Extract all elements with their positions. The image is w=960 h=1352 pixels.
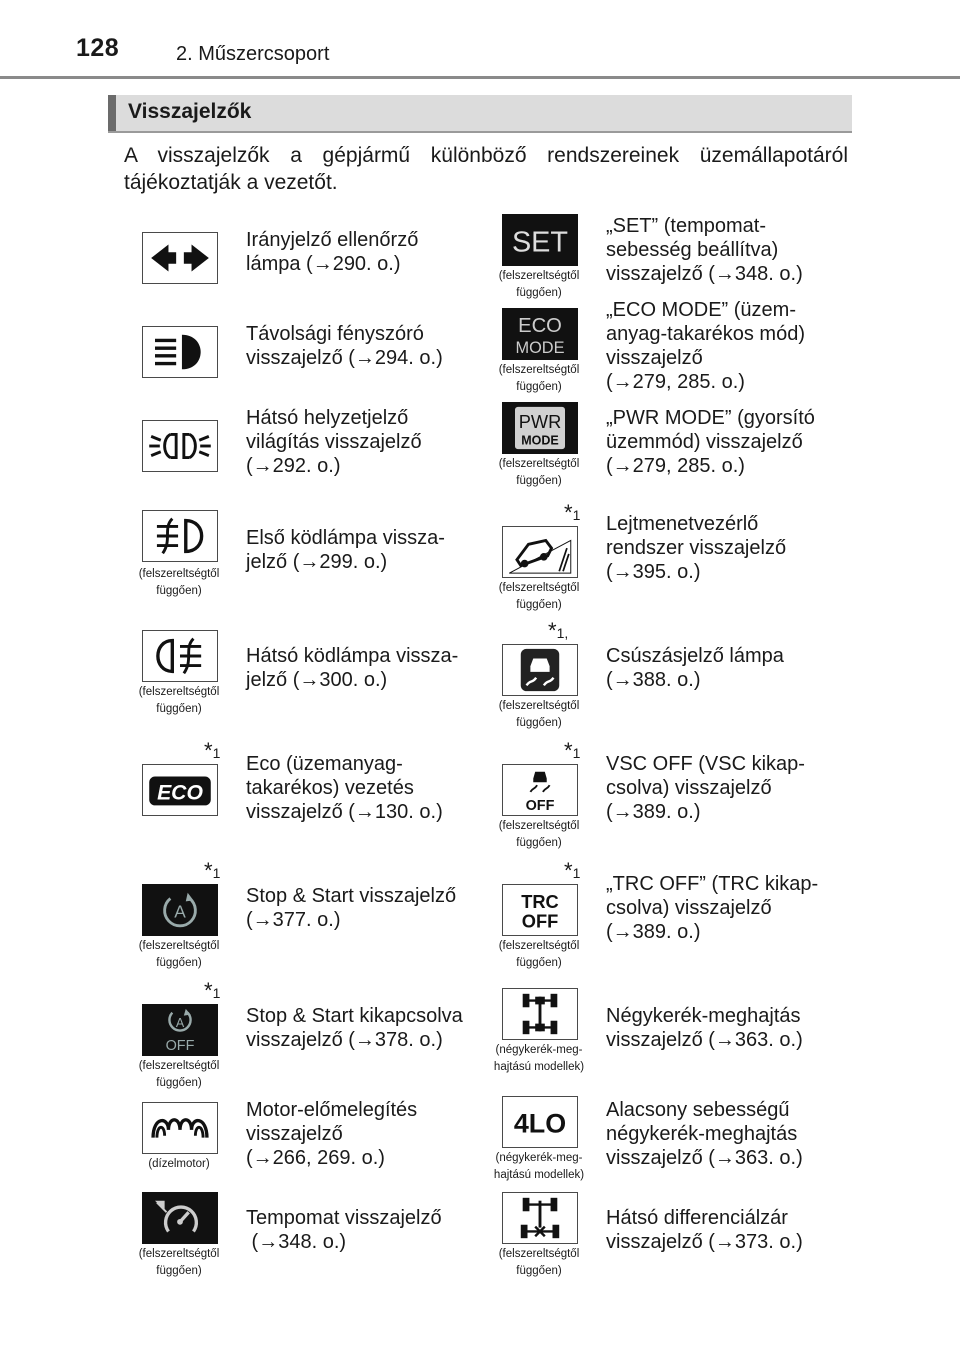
indicator-description: „TRC OFF” (TRC kikap- csolva) visszajelző (→389. o.) — [606, 873, 819, 943]
section-title: Visszajelzők — [128, 100, 252, 123]
pwr-mode-icon — [502, 402, 578, 454]
rear-fog-icon — [142, 630, 218, 682]
footnote-marker: *1 — [564, 500, 581, 525]
availability-note: (felszereltségtől függően) — [498, 700, 580, 729]
indicator-description: Alacsony sebességű négykerék-meghajtás visszajelző (→363. o.) — [606, 1099, 803, 1169]
svg-text:4LO: 4LO — [513, 1108, 567, 1139]
svg-text:OFF: OFF — [165, 1038, 195, 1055]
svg-text:ECO: ECO — [157, 781, 203, 805]
indicator-description: Távolsági fényszóró visszajelző (→294. o.) — [246, 323, 443, 369]
turn-signal-arrows-icon — [142, 232, 218, 284]
tail-light-icon — [142, 420, 218, 472]
intro-paragraph: A visszajelzők a gépjármű különböző rendszereinek üzemállapotáról tájékoztatják a vezetőt. — [124, 144, 848, 194]
footnote-marker: *1 — [564, 858, 581, 883]
trc-off-icon — [502, 884, 578, 936]
indicator-description: Négykerék-meghajtás visszajelző (→363. o.) — [606, 1005, 803, 1051]
indicator-description: Lejtmenetvezérlő rendszer visszajelző (→395. o.) — [606, 513, 787, 583]
section-heading — [108, 95, 852, 131]
svg-text:TRC: TRC — [521, 891, 559, 913]
indicator-description: Motor-előmelegítés visszajelző (→266, 269. o.) — [246, 1099, 418, 1169]
availability-note: (felszereltségtől függően) — [138, 568, 220, 597]
availability-note: (felszereltségtől függően) — [498, 820, 580, 849]
availability-note: (felszereltségtől függően) — [138, 1248, 220, 1277]
cruise-control-icon — [142, 1192, 218, 1244]
svg-text:MODE: MODE — [515, 339, 565, 358]
stop-start-icon — [142, 884, 218, 936]
indicator-description: Csúszásjelző lámpa (→388. o.) — [606, 645, 784, 691]
footnote-marker: *1 — [204, 738, 221, 763]
availability-note: (felszereltségtől függően) — [498, 1248, 580, 1277]
availability-note: (felszereltségtől függően) — [138, 686, 220, 715]
availability-note: (dízelmotor) — [148, 1158, 210, 1170]
chapter-title: 2. Műszercsoport — [176, 43, 330, 65]
availability-note: (négykerék-meg-hajtású modellek) — [493, 1044, 585, 1073]
indicator-description: Stop & Start visszajelző (→377. o.) — [246, 885, 457, 931]
availability-note: (felszereltségtől függően) — [138, 940, 220, 969]
eco-mode-icon — [502, 308, 578, 360]
svg-text:OFF: OFF — [521, 910, 559, 932]
header-rule — [0, 76, 960, 79]
indicator-description: „PWR MODE” (gyorsító üzemmód) visszajelző (→279, 285. o.) — [606, 407, 815, 477]
footnote-marker: *1 — [564, 738, 581, 763]
4wd-icon — [502, 988, 578, 1040]
availability-note: (felszereltségtől függően) — [498, 458, 580, 487]
indicator-description: Első ködlámpa vissza- jelző (→299. o.) — [246, 527, 445, 573]
page-header — [0, 0, 960, 80]
set-icon — [502, 214, 578, 266]
indicator-description: Hátsó differenciálzár visszajelző (→373. o.) — [606, 1207, 803, 1253]
indicator-description: „SET” (tempomat- sebesség beállítva) visszajelző (→348. o.) — [606, 215, 803, 285]
availability-note: (négykerék-meg-hajtású modellek) — [493, 1152, 585, 1181]
indicator-description: Hátsó helyzetjelző világítás visszajelző (→292. o.) — [246, 407, 422, 477]
footnote-marker: *1, — [548, 618, 569, 643]
eco-icon — [142, 764, 218, 816]
page-number: 128 — [76, 34, 120, 62]
availability-note: (felszereltségtől függően) — [498, 270, 580, 299]
svg-text:SET: SET — [511, 226, 569, 259]
stop-start-off-icon — [142, 1004, 218, 1056]
4lo-icon — [502, 1096, 578, 1148]
svg-text:MODE: MODE — [521, 433, 559, 448]
downhill-assist-icon — [502, 526, 578, 578]
glow-plug-icon — [142, 1102, 218, 1154]
section-underline — [108, 131, 852, 133]
indicator-description: Irányjelző ellenőrző lámpa (→290. o.) — [246, 229, 419, 275]
availability-note: (felszereltségtől függően) — [498, 940, 580, 969]
indicator-description: VSC OFF (VSC kikap- csolva) visszajelző (→389. o.) — [606, 753, 805, 823]
svg-text:A: A — [175, 1016, 185, 1031]
indicator-description: Hátsó ködlámpa vissza- jelző (→300. o.) — [246, 645, 459, 691]
availability-note: (felszereltségtől függően) — [498, 582, 580, 611]
svg-text:PWR: PWR — [518, 411, 562, 432]
indicator-description: „ECO MODE” (üzem- anyag-takarékos mód) visszajelző (→279, 285. o.) — [606, 299, 805, 393]
footnote-marker: *1 — [204, 978, 221, 1003]
svg-text:A: A — [174, 901, 186, 922]
footnote-marker: *1 — [204, 858, 221, 883]
availability-note: (felszereltségtől függően) — [138, 1060, 220, 1089]
availability-note: (felszereltségtől függően) — [498, 364, 580, 393]
indicator-description: Eco (üzemanyag- takarékos) vezetés visszajelző (→130. o.) — [246, 753, 443, 823]
high-beam-icon — [142, 326, 218, 378]
svg-text:ECO: ECO — [518, 315, 562, 338]
rear-diff-lock-icon — [502, 1192, 578, 1244]
svg-text:OFF: OFF — [525, 798, 555, 815]
front-fog-icon — [142, 510, 218, 562]
indicator-description: Tempomat visszajelző (→348. o.) — [246, 1207, 442, 1253]
indicator-description: Stop & Start kikapcsolva visszajelző (→378. o.) — [246, 1005, 463, 1051]
vsc-off-icon — [502, 764, 578, 816]
slip-indicator-icon — [502, 644, 578, 696]
